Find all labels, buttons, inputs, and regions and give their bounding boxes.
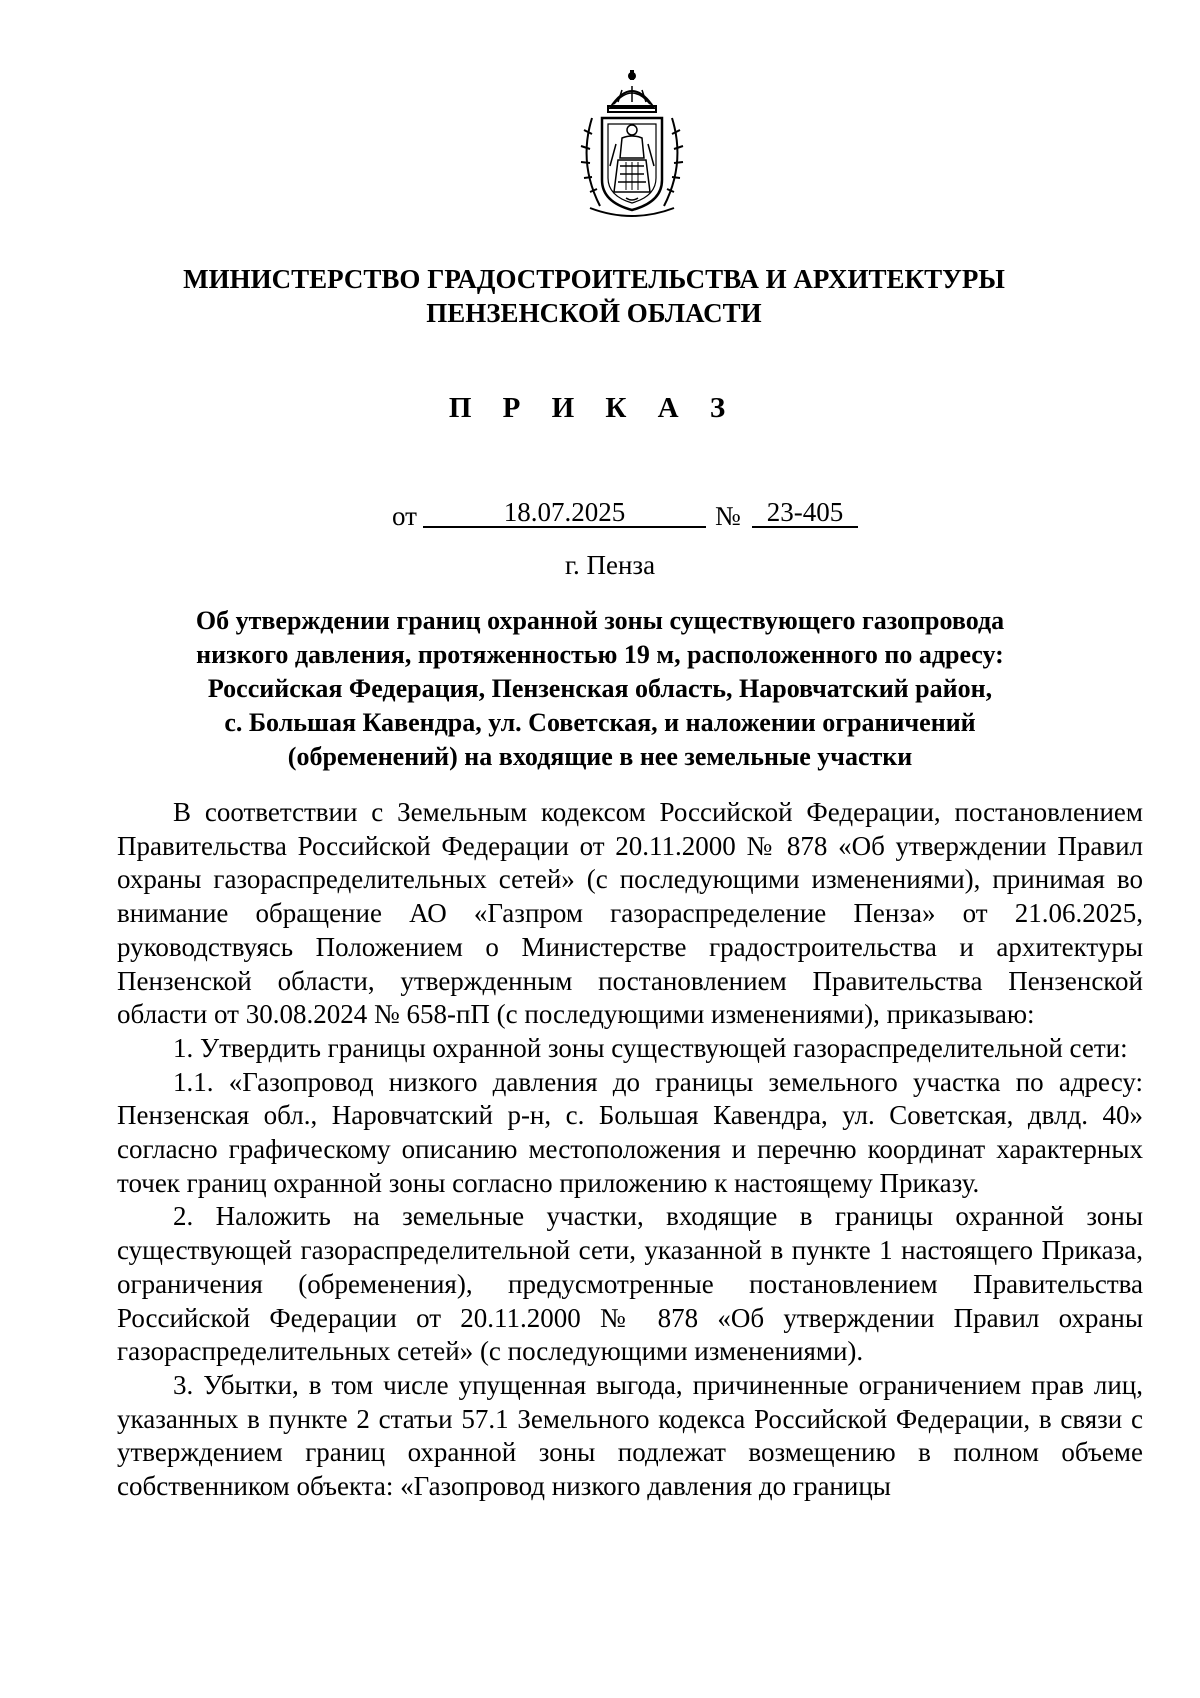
clause-1-1-paragraph: 1.1. «Газопровод низкого давления до границы земельного участка по адресу: Пензенская обл., Наровчатский р-н, с. Большая Кавендра, ул. Советская, двлд. 40» согласно графическому описанию местоположения и перечню координат характерных точек границ охранной зоны согласно приложению к настоящему Приказу. bbox=[117, 1066, 1143, 1198]
document-date: 18.07.2025 bbox=[423, 496, 706, 528]
clause-2-paragraph: 2. Наложить на земельные участки, входящие в границы охранной зоны существующей газораспределительной сети, указанной в пункте 1 настоящего Приказа, ограничения (обременения), предусмотренные постановлением Правительства Российской Федерации от 20.11.2000 № 878 «Об утверждении Правил охраны газораспределительных сетей» (с последующими изменениями). bbox=[117, 1201, 1143, 1367]
order-title-line: Об утверждении границ охранной зоны существующего газопровода bbox=[195, 606, 1005, 635]
order-title-line: с. Большая Кавендра, ул. Советская, и наложении ограничений bbox=[224, 708, 976, 737]
ministry-name-line1: МИНИСТЕРСТВО ГРАДОСТРОИТЕЛЬСТВА И АРХИТЕКТУРЫ bbox=[183, 264, 1005, 294]
preamble-paragraph: В соответствии с Земельным кодексом Российской Федерации, постановлением Правительства Российской Федерации от 20.11.2000 № 878 «Об утверждении Правил охраны газораспределительных сетей» (с последующими изменениями), принимая во внимание обращение АО «Газпром газораспределение Пенза» от 21.06.2025, руководствуясь Положением о Министерстве градостроительства и архитектуры Пензенской области, утвержденным постановлением Правительства Пензенской области от 30.08.2024 № 658-пП (с последующими изменениями), приказываю: bbox=[117, 797, 1143, 1030]
date-label: от bbox=[392, 501, 417, 531]
city-name: г. Пенза bbox=[564, 550, 656, 580]
order-title-line: низкого давления, протяженностью 19 м, расположенного по адресу: bbox=[196, 640, 1004, 669]
order-title-line: (обременений) на входящие в нее земельные участки bbox=[287, 742, 913, 771]
coat-of-arms-icon bbox=[570, 68, 694, 220]
number-sign: № bbox=[715, 501, 741, 531]
order-title-line: Российская Федерация, Пензенская область, Наровчатский район, bbox=[207, 674, 993, 703]
document-number: 23-405 bbox=[752, 496, 858, 528]
ministry-name-line2: ПЕНЗЕНСКОЙ ОБЛАСТИ bbox=[426, 298, 762, 328]
clause-1-paragraph: 1. Утвердить границы охранной зоны существующей газораспределительной сети: bbox=[173, 1032, 1128, 1063]
document-type-heading: П Р И К А З bbox=[448, 392, 738, 424]
order-title bbox=[0, 604, 1200, 774]
order-body bbox=[117, 796, 1143, 1504]
clause-3-paragraph: 3. Убытки, в том числе упущенная выгода, причиненные ограничением прав лиц, указанных в пункте 2 статьи 57.1 Земельного кодекса Российской Федерации, в связи с утверждением границ охранной зоны подлежат возмещению в полном объеме собственником объекта: «Газопровод низкого давления до границы bbox=[117, 1369, 1143, 1502]
